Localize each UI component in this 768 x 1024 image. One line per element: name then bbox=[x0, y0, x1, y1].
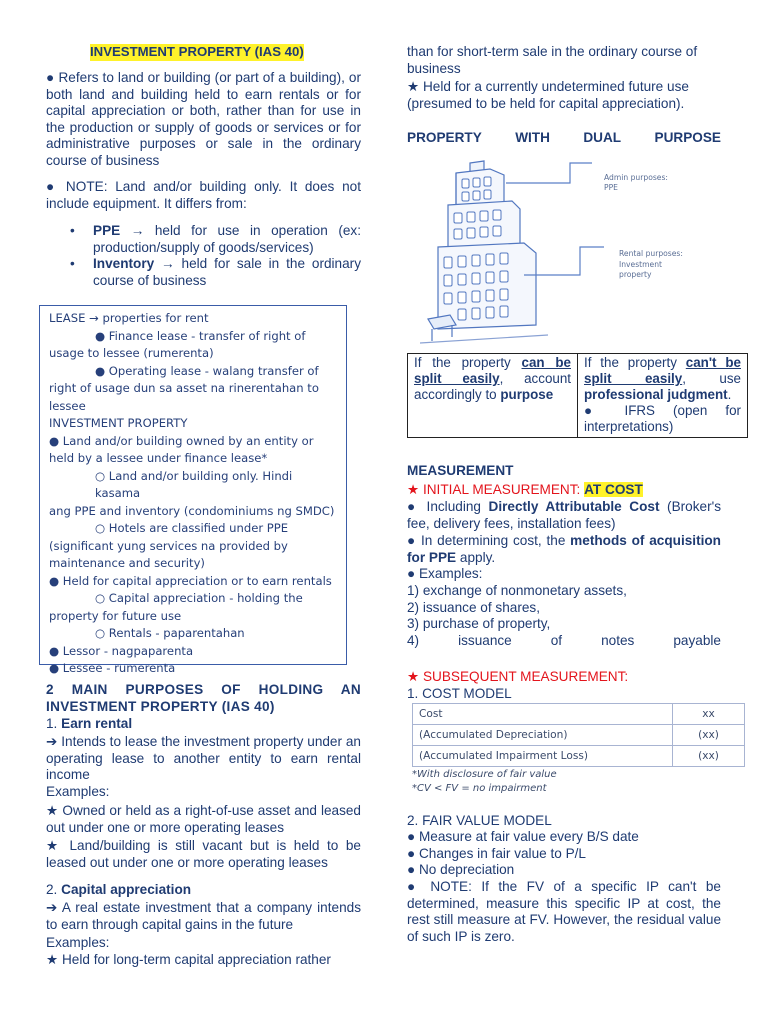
fair-value-item: ● Measure at fair value every B/S date bbox=[407, 829, 639, 844]
fair-value-heading: 2. FAIR VALUE MODEL bbox=[407, 813, 552, 828]
page-title: INVESTMENT PROPERTY (IAS 40) bbox=[90, 44, 304, 59]
lease-notes-box bbox=[39, 305, 347, 675]
lease-line: (significant yung services na provided by bbox=[49, 538, 288, 553]
initial-including: ● Including Directly Attributable Cost (Broker's fee, delivery fees, installation fees) bbox=[407, 499, 721, 531]
lease-line: ● Lessee - rumerenta bbox=[49, 661, 176, 675]
lease-line: usage to lessee (rumerenta) bbox=[49, 346, 214, 360]
lease-line: ○ Capital appreciation - holding the bbox=[95, 591, 303, 605]
figure-label-admin: Admin purposes: PPE bbox=[604, 173, 668, 192]
lease-line: ● Lessor - nagpaparenta bbox=[49, 643, 194, 658]
figure-label-rental: Rental purposes: Investment property bbox=[619, 249, 683, 279]
continuation-text: than for short-term sale in the ordinary course of business bbox=[407, 44, 698, 76]
lease-line: ● Land and/or building owned by an entity or bbox=[49, 433, 314, 448]
lease-line: ○ Rentals - paparentahan bbox=[95, 626, 245, 640]
fair-value-item: ● Changes in fair value to P/L bbox=[407, 846, 586, 861]
lease-line: property for future use bbox=[49, 608, 182, 623]
dual-cell-split-easily: If the property can be split easily, account accordingly to purpose bbox=[408, 354, 578, 438]
example-item: 1) exchange of nonmonetary assets, bbox=[407, 583, 627, 598]
fair-value-note: ● NOTE: If the FV of a specific IP can't be determined, measure this specific IP at cost, the rest still measure at FV. However, the residual value of such IP is zero. bbox=[407, 879, 721, 944]
cost-value: (xx) bbox=[673, 725, 745, 746]
determining-cost: ● In determining cost, the methods of acquisition for PPE apply. bbox=[407, 533, 721, 565]
examples-label: ● Examples: bbox=[407, 566, 483, 581]
lease-line: LEASE → properties for rent bbox=[49, 311, 209, 325]
measurement-heading: MEASUREMENT bbox=[407, 463, 514, 478]
list-item: • Inventory → held for sale in the ordinary course of business bbox=[70, 256, 361, 288]
cost-note: *CV < FV = no impairment bbox=[412, 783, 547, 794]
cost-note: *With disclosure of fair value bbox=[412, 769, 557, 780]
table-row bbox=[413, 725, 745, 746]
purpose-1-example-2: ★ Land/building is still vacant but is held to be leased out under one or more operating leases bbox=[46, 838, 361, 870]
cost-item: Cost bbox=[413, 704, 673, 725]
cost-item: (Accumulated Impairment Loss) bbox=[413, 746, 673, 767]
lease-line: ● Operating lease - walang transfer of bbox=[95, 363, 319, 378]
examples-label: Examples: bbox=[46, 935, 110, 950]
purposes-heading: 2 MAIN PURPOSES OF HOLDING AN INVESTMENT PROPERTY (IAS 40) bbox=[46, 682, 361, 714]
cost-value: (xx) bbox=[673, 746, 745, 767]
purpose-1-example-1: ★ Owned or held as a right-of-use asset and leased out under one or more operating leases bbox=[46, 803, 361, 835]
list-item: • PPE → held for use in operation (ex: production/supply of goods/services) bbox=[70, 223, 361, 255]
lease-line: ang PPE and inventory (condominiums ng SMDC) bbox=[49, 503, 335, 518]
dual-cell-not-split: If the property can't be split easily, use professional judgment. ● IFRS (open for interpretations) bbox=[578, 354, 748, 438]
lease-line: ● Finance lease - transfer of right of bbox=[95, 328, 306, 343]
initial-measurement: ★ INITIAL MEASUREMENT: AT COST bbox=[407, 482, 643, 497]
example-item: 3) purchase of property, bbox=[407, 616, 551, 631]
purpose-1-title: 1. Earn rental bbox=[46, 716, 133, 731]
dual-purpose-table bbox=[407, 353, 748, 438]
lease-line: INVESTMENT PROPERTY bbox=[49, 416, 188, 430]
purpose-1-desc: ➔ Intends to lease the investment property under an operating lease to another entity to earn rental income bbox=[46, 734, 361, 783]
dual-purpose-heading: PROPERTY WITH DUAL PURPOSE bbox=[407, 130, 721, 145]
cost-value: xx bbox=[673, 704, 745, 725]
cost-model-table bbox=[412, 703, 745, 767]
lease-line: lessee bbox=[49, 398, 86, 413]
example-item: 2) issuance of shares, bbox=[407, 600, 540, 615]
purpose-2-desc: ➔ A real estate investment that a company intends to earn through capital gains in the future bbox=[46, 900, 361, 932]
lease-line: held by a lessee under finance lease* bbox=[49, 451, 268, 465]
lease-line: ○ Land and/or building only. Hindi kasama bbox=[95, 468, 293, 500]
differs-list bbox=[46, 223, 361, 289]
definition-paragraph: ● Refers to land or building (or part of a building), or both land and building held to earn rentals or for capital appreciation or both, rather than for use in the production or supply of goods or services or for administrative purposes or sale in the ordinary course of business bbox=[46, 70, 361, 168]
undetermined-use-item: ★ Held for a currently undetermined future use (presumed to be held for capital appreciation). bbox=[407, 79, 689, 111]
subsequent-measurement: ★ SUBSEQUENT MEASUREMENT: bbox=[407, 669, 629, 684]
lease-line: ○ Hotels are classified under PPE bbox=[95, 521, 289, 535]
table-row bbox=[413, 704, 745, 725]
examples-label: Examples: bbox=[46, 784, 110, 799]
cost-item: (Accumulated Depreciation) bbox=[413, 725, 673, 746]
lease-line: ● Held for capital appreciation or to earn rentals bbox=[49, 573, 332, 588]
example-item: 4) issuance of notes payable bbox=[407, 633, 721, 648]
table-row bbox=[413, 746, 745, 767]
lease-line: right of usage dun sa asset na rinerentahan to bbox=[49, 381, 319, 395]
note-paragraph: ● NOTE: Land and/or building only. It does not include equipment. It differs from: bbox=[46, 179, 361, 211]
fair-value-item: ● No depreciation bbox=[407, 862, 515, 877]
lease-line: maintenance and security) bbox=[49, 556, 205, 570]
cost-model-heading: 1. COST MODEL bbox=[407, 686, 512, 701]
purpose-2-example-1: ★ Held for long-term capital appreciation rather bbox=[46, 952, 331, 967]
purpose-2-title: 2. Capital appreciation bbox=[46, 882, 192, 897]
